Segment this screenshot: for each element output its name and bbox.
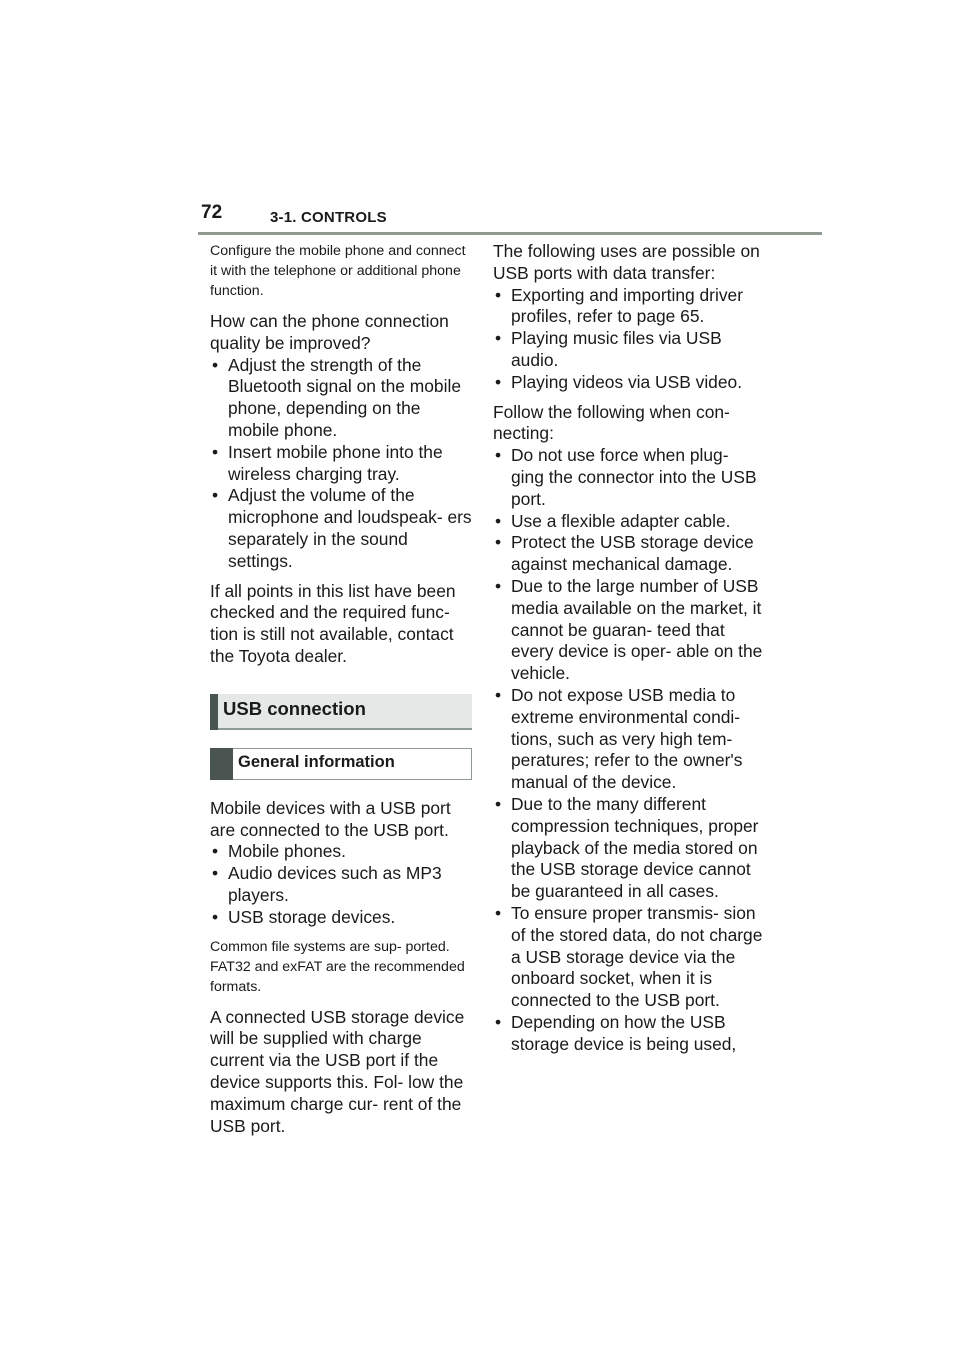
section-title: 3-1. CONTROLS: [270, 209, 387, 226]
page-number: 72: [201, 202, 223, 223]
connecting-intro: Follow the following when con- necting:: [493, 401, 730, 444]
header-rule: [198, 232, 822, 235]
list-item: • Due to the many different compression techniques, proper playback of the media stored on the USB storage device cannot be guaranteed in all cases.: [493, 794, 763, 903]
page-header: [198, 200, 822, 236]
list-item: • Exporting and importing driver profiles, refer to page 65.: [493, 285, 763, 329]
connecting-guidelines-list: [493, 445, 763, 1055]
list-item: • To ensure proper transmis- sion of the stored data, do not charge a USB storage device via the onboard socket, when it is connected to the USB port.: [493, 903, 763, 1012]
devices-list: [210, 841, 472, 928]
list-item: • Audio devices such as MP3 players.: [210, 863, 472, 907]
usb-connection-title: USB connection: [223, 697, 366, 719]
list-item: • Insert mobile phone into the wireless charging tray.: [210, 442, 472, 486]
charge-current-paragraph: A connected USB storage device will be supplied with charge current via the USB port if the device supports this. Fol- low the maximum charge cur- rent of the USB port.: [210, 1006, 465, 1136]
list-item: • Do not use force when plug- ging the connector into the USB port.: [493, 445, 763, 510]
list-item: • Adjust the volume of the microphone and loudspeak- ers separately in the sound settings.: [210, 485, 472, 572]
devices-intro: Mobile devices with a USB port are connected to the USB port.: [210, 797, 451, 840]
list-item: • Playing music files via USB audio.: [493, 328, 763, 372]
dealer-contact-paragraph: If all points in this list have been checked and the required func- tion is still not available, contact the Toyota dealer.: [210, 580, 456, 666]
quality-question: How can the phone connection quality be improved?: [210, 311, 449, 353]
list-item: • Mobile phones.: [210, 841, 472, 863]
phone-config-note: Configure the mobile phone and connect it with the telephone or additional phone function.: [210, 243, 466, 299]
list-item: • Protect the USB storage device against mechanical damage.: [493, 532, 763, 576]
list-item: • Use a flexible adapter cable.: [493, 511, 763, 533]
file-systems-note: Common file systems are sup- ported. FAT32 and exFAT are the recommended formats.: [210, 938, 465, 995]
general-information-title: General information: [238, 752, 395, 771]
usb-connection-heading: [210, 694, 472, 730]
list-item: • Adjust the strength of the Bluetooth signal on the mobile phone, depending on the mobile phone.: [210, 355, 472, 442]
heading-bar: [210, 748, 233, 780]
usb-uses-intro: The following uses are possible on USB ports with data transfer:: [493, 241, 760, 283]
list-item: • Do not expose USB media to extreme environmental condi- tions, such as very high tem- peratures; refer to the owner's manual of the device.: [493, 685, 763, 794]
general-information-heading: [210, 748, 472, 780]
list-item: • Due to the large number of USB media available on the market, it cannot be guaran- teed that every device is oper- able on the vehicle.: [493, 576, 763, 685]
list-item: • Depending on how the USB storage device is being used,: [493, 1012, 763, 1056]
quality-tips-list: [210, 355, 472, 573]
list-item: • USB storage devices.: [210, 907, 472, 929]
heading-bar: [210, 694, 218, 730]
right-column: [493, 241, 763, 1055]
left-column: [210, 241, 472, 1137]
list-item: • Playing videos via USB video.: [493, 372, 763, 394]
usb-uses-list: [493, 285, 763, 394]
